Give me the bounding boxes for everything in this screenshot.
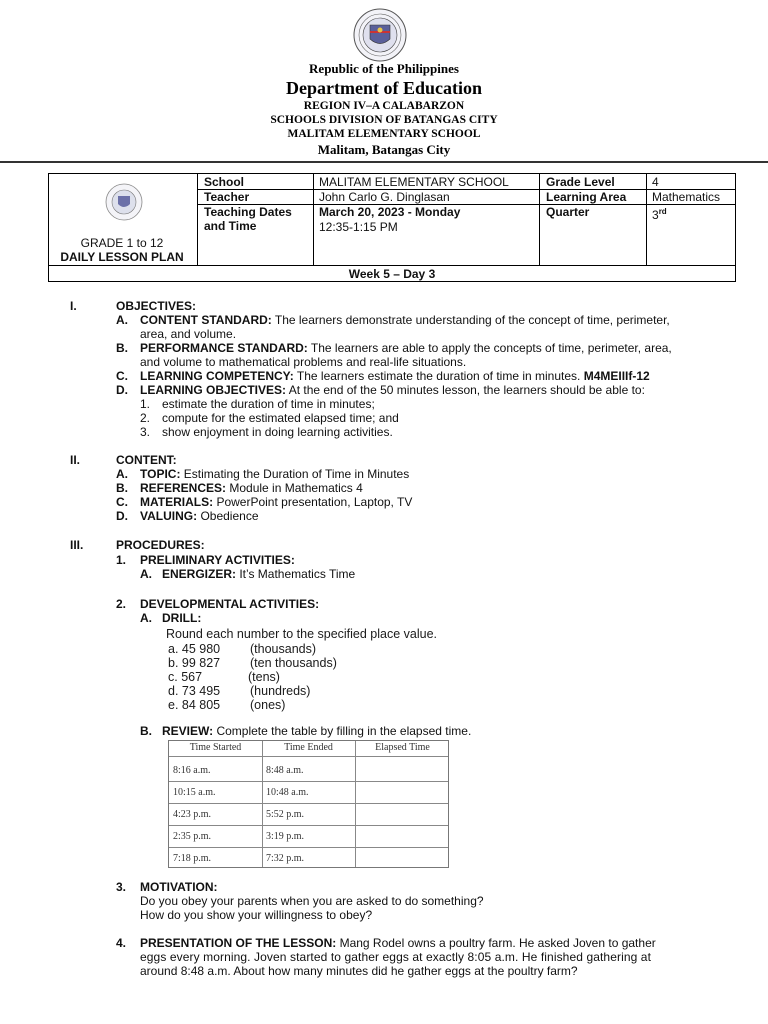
content-materials: MATERIALS: PowerPoint presentation, Laptop, TV: [140, 495, 413, 509]
content-standard-cont: area, and volume.: [140, 327, 237, 341]
table-header: Time Ended: [284, 742, 333, 753]
objective-d-letter: D.: [116, 383, 128, 397]
quarter-value: 3rd: [652, 207, 667, 222]
content-standard: CONTENT STANDARD: The learners demonstrate understanding of the concept of time, perimeter,: [140, 313, 670, 327]
procedure-num: 3.: [116, 880, 127, 894]
content-valuing: VALUING: Obedience: [140, 509, 259, 523]
lesson-info-table: [48, 173, 736, 282]
drill-image: [160, 623, 438, 715]
procedure-num: 1.: [116, 553, 127, 567]
table-cell: 8:16 a.m.: [173, 765, 211, 776]
header-republic: Republic of the Philippines: [309, 61, 459, 76]
header-school: MALITAM ELEMENTARY SCHOOL: [287, 128, 481, 140]
procedure-letter: B.: [140, 724, 152, 738]
grade-value: 4: [652, 175, 659, 189]
review: REVIEW: Complete the table by filling in the elapsed time.: [162, 724, 472, 738]
procedure-num: 2.: [116, 597, 127, 611]
teacher-label: Teacher: [204, 190, 250, 204]
drill-label: DRILL:: [162, 611, 202, 625]
content-title: CONTENT:: [116, 453, 177, 467]
objectives-title: OBJECTIVES:: [116, 299, 197, 313]
header-department: Department of Education: [286, 78, 482, 98]
energizer: ENERGIZER: It’s Mathematics Time: [162, 567, 356, 581]
content-letter: A.: [116, 467, 128, 481]
header-city: Malitam, Batangas City: [317, 142, 451, 157]
teacher-value: John Carlo G. Dinglasan: [319, 190, 450, 204]
objective-c-letter: C.: [116, 369, 128, 383]
learning-objectives: LEARNING OBJECTIVES: At the end of the 50 minutes lesson, the learners should be able to:: [140, 383, 645, 397]
table-cell: 10:15 a.m.: [173, 787, 216, 798]
developmental-activities-title: DEVELOPMENTAL ACTIVITIES:: [140, 597, 320, 611]
deped-seal-icon: [345, 8, 415, 62]
objective-a-letter: A.: [116, 313, 128, 327]
drill-place: (tens): [248, 670, 280, 684]
table-cell: 10:48 a.m.: [266, 787, 309, 798]
table-cell: 8:48 a.m.: [266, 765, 304, 776]
area-label: Learning Area: [546, 190, 627, 204]
objective-b-letter: B.: [116, 341, 128, 355]
header-division: SCHOOLS DIVISION OF BATANGAS CITY: [270, 114, 498, 126]
drill-number: b. 99 827: [168, 656, 221, 670]
quarter-label: Quarter: [546, 205, 590, 219]
performance-standard-cont: and volume to mathematical problems and real-life situations.: [140, 355, 467, 369]
week-day: Week 5 – Day 3: [348, 267, 436, 281]
table-cell: 4:23 p.m.: [173, 809, 212, 820]
drill-place: (ten thousands): [250, 656, 337, 670]
table-cell: 3:19 p.m.: [266, 831, 305, 842]
table-cell: 7:18 p.m.: [173, 853, 212, 864]
deped-logo-icon: [104, 182, 144, 222]
header-divider: [0, 161, 768, 163]
grade-label: Grade Level: [546, 175, 615, 189]
drill-place: (thousands): [250, 642, 317, 656]
area-value: Mathematics: [652, 190, 721, 204]
date-value: March 20, 2023 - Monday: [319, 205, 461, 219]
content-letter: B.: [116, 481, 128, 495]
table-header: Time Started: [189, 742, 242, 753]
header-region: REGION IV–A CALABARZON: [303, 100, 465, 112]
preliminary-activities-title: PRELIMINARY ACTIVITIES:: [140, 553, 295, 567]
content-letter: D.: [116, 509, 128, 523]
procedure-letter: A.: [140, 611, 152, 625]
procedures-title: PROCEDURES:: [116, 538, 205, 552]
section-num-objectives: I.: [70, 299, 77, 313]
presentation-lesson-cont: around 8:48 a.m. About how many minutes did he gather eggs at the poultry farm?: [140, 964, 578, 978]
section-num-content: II.: [70, 453, 81, 467]
section-num-procedures: III.: [70, 538, 84, 552]
presentation-lesson-cont: eggs every morning. Joven started to gather eggs at exactly 8:05 a.m. He finished gathering at: [140, 950, 652, 964]
objective-item: show enjoyment in doing learning activities.: [162, 425, 393, 439]
review-table: [168, 740, 449, 868]
school-value: MALITAM ELEMENTARY SCHOOL: [319, 175, 509, 189]
plan-title: DAILY LESSON PLAN: [60, 250, 184, 264]
presentation-lesson: PRESENTATION OF THE LESSON: Mang Rodel owns a poultry farm. He asked Joven to gather: [140, 936, 656, 950]
drill-place: (hundreds): [250, 684, 311, 698]
objective-item: compute for the estimated elapsed time; and: [162, 411, 399, 425]
performance-standard: PERFORMANCE STANDARD: The learners are able to apply the concepts of time, perimeter, area,: [140, 341, 672, 355]
drill-instruction: Round each number to the specified place value.: [166, 627, 438, 641]
content-letter: C.: [116, 495, 128, 509]
dates-label-2: and Time: [204, 219, 257, 233]
plan-grade: GRADE 1 to 12: [80, 236, 164, 250]
drill-number: a. 45 980: [168, 642, 221, 656]
drill-number: e. 84 805: [168, 698, 221, 712]
objective-item-num: 1.: [140, 397, 151, 411]
drill-place: (ones): [250, 698, 286, 712]
motivation-title: MOTIVATION:: [140, 880, 218, 894]
procedure-num: 4.: [116, 936, 127, 950]
dates-label-1: Teaching Dates: [204, 205, 292, 219]
objective-item: estimate the duration of time in minutes;: [162, 397, 375, 411]
table-cell: 7:32 p.m.: [266, 853, 305, 864]
motivation-question: How do you show your willingness to obey?: [140, 908, 373, 922]
drill-number: c. 567: [168, 670, 203, 684]
content-topic: TOPIC: Estimating the Duration of Time in Minutes: [140, 467, 410, 481]
table-cell: 5:52 p.m.: [266, 809, 305, 820]
table-cell: 2:35 p.m.: [173, 831, 212, 842]
learning-competency: LEARNING COMPETENCY: The learners estimate the duration of time in minutes. M4MEIIIf-12: [140, 369, 650, 383]
objective-item-num: 2.: [140, 411, 151, 425]
school-label: School: [204, 175, 245, 189]
drill-number: d. 73 495: [168, 684, 221, 698]
time-value: 12:35-1:15 PM: [319, 220, 398, 234]
table-header: Elapsed Time: [375, 742, 430, 753]
procedure-letter: A.: [140, 567, 152, 581]
content-references: REFERENCES: Module in Mathematics 4: [140, 481, 363, 495]
motivation-question: Do you obey your parents when you are asked to do something?: [140, 894, 484, 908]
objective-item-num: 3.: [140, 425, 151, 439]
